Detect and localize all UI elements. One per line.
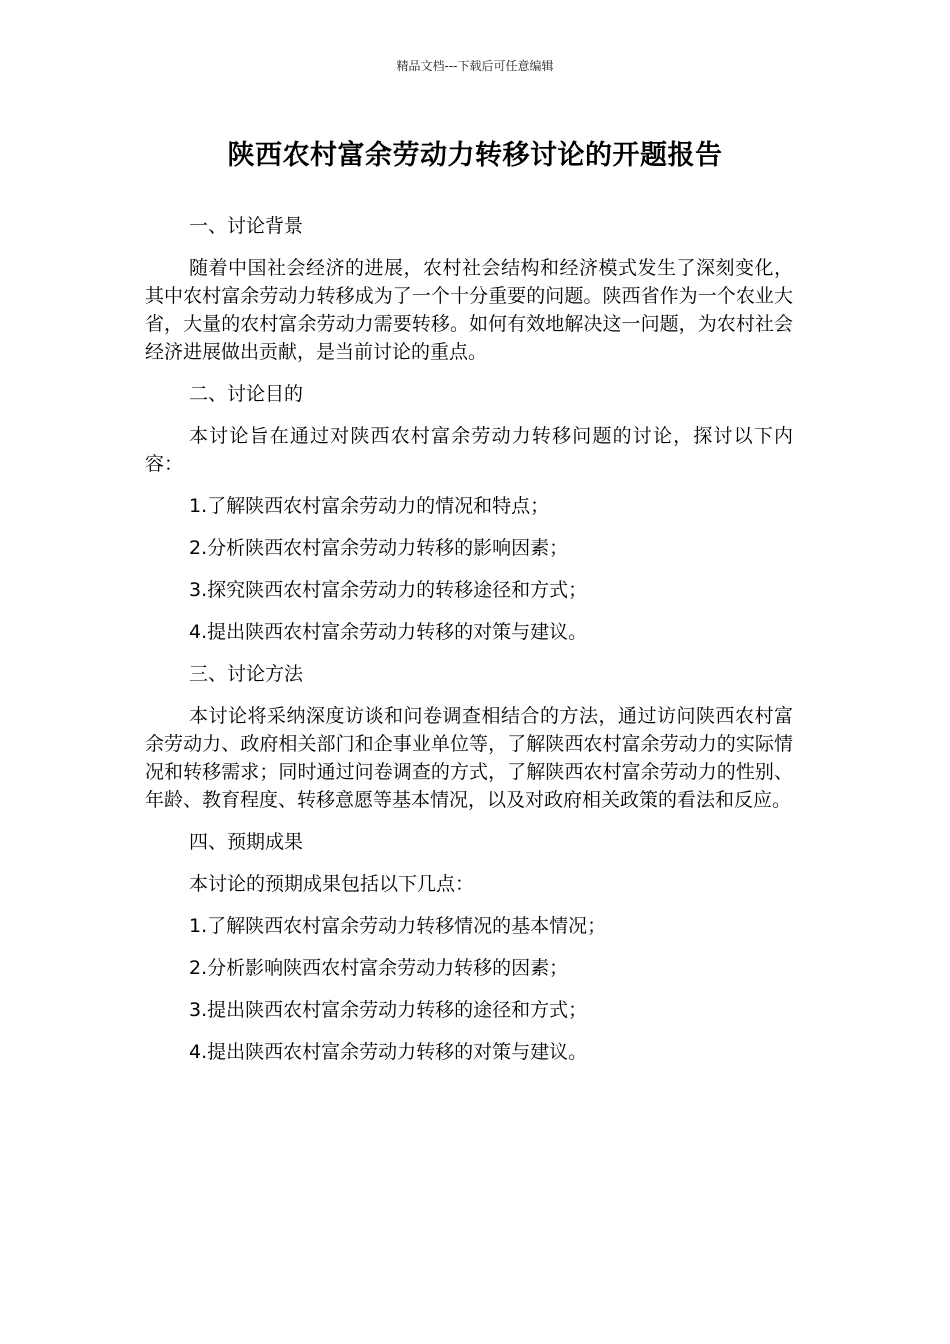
results-intro: 本讨论的预期成果包括以下几点： bbox=[189, 873, 475, 895]
purpose-item: 3.探究陕西农村富余劳动力的转移途径和方式； bbox=[189, 579, 588, 601]
results-item: 2.分析影响陕西农村富余劳动力转移的因素； bbox=[189, 957, 569, 979]
section-heading-results: 四、预期成果 bbox=[189, 831, 304, 853]
section-heading-purpose: 二、讨论目的 bbox=[189, 383, 304, 405]
section-heading-background: 一、讨论背景 bbox=[189, 215, 304, 237]
document-title: 陕西农村富余劳动力转移讨论的开题报告 bbox=[227, 140, 723, 171]
background-paragraph: 随着中国社会经济的进展，农村社会结构和经济模式发生了深刻变化，其中农村富余劳动力转移成为了一个十分重要的问题。陕西省作为一个农业大省，大量的农村富余劳动力需要转移。如何有效地解决这一问题，为农村社会经济进展做出贡献，是当前讨论的重点。 bbox=[145, 257, 793, 363]
method-paragraph: 本讨论将采纳深度访谈和问卷调查相结合的方法，通过访问陕西农村富余劳动力、政府相关部门和企事业单位等，了解陕西农村富余劳动力的实际情况和转移需求；同时通过问卷调查的方式，了解陕西农村富余劳动力的性别、年龄、教育程度、转移意愿等基本情况，以及对政府相关政策的看法和反应。 bbox=[145, 705, 793, 811]
results-item: 1.了解陕西农村富余劳动力转移情况的基本情况； bbox=[189, 915, 607, 937]
header-note: 精品文档---下载后可任意编辑 bbox=[396, 59, 554, 73]
section-heading-method: 三、讨论方法 bbox=[189, 663, 304, 685]
purpose-item: 1.了解陕西农村富余劳动力的情况和特点； bbox=[189, 495, 550, 517]
results-item: 4.提出陕西农村富余劳动力转移的对策与建议。 bbox=[189, 1041, 588, 1063]
results-item: 3.提出陕西农村富余劳动力转移的途径和方式； bbox=[189, 999, 588, 1021]
purpose-item: 4.提出陕西农村富余劳动力转移的对策与建议。 bbox=[189, 621, 588, 643]
document-body bbox=[145, 212, 793, 1080]
purpose-intro: 本讨论旨在通过对陕西农村富余劳动力转移问题的讨论，探讨以下内容： bbox=[145, 425, 793, 475]
purpose-item: 2.分析陕西农村富余劳动力转移的影响因素； bbox=[189, 537, 569, 559]
